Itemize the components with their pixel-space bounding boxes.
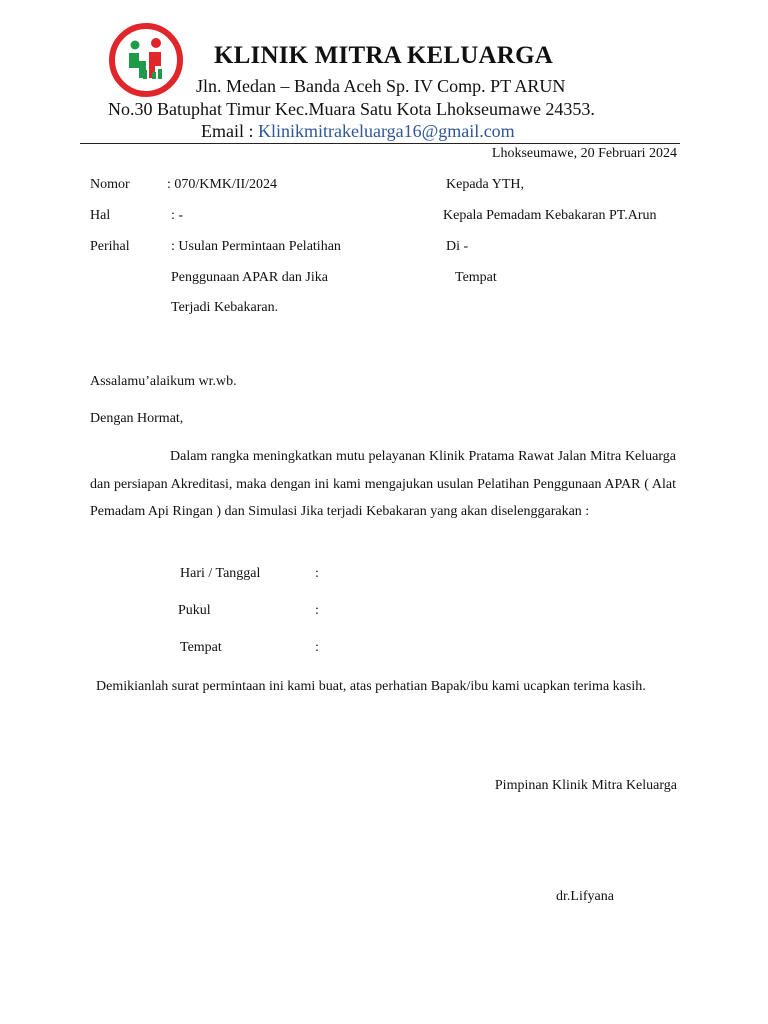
clinic-name: KLINIK MITRA KELUARGA: [214, 42, 553, 69]
letterhead-divider: [80, 143, 680, 144]
recipient-line-1: Kepada YTH,: [446, 177, 525, 192]
recipient-line-2: Kepala Pemadam Kebakaran PT.Arun: [443, 208, 657, 223]
schedule-label-place: Tempat: [180, 640, 222, 655]
body-paragraph: Dalam rangka meningkatkan mutu pelayanan Klinik Pratama Rawat Jalan Mitra Keluarga dan persiapan Akreditasi, maka dengan ini kami mengajukan usulan Pelatihan Penggunaan APAR ( Alat Pemadam Api Ringan ) dan Simulasi Jika terjadi Kebakaran yang akan diselenggarakan :: [90, 449, 676, 519]
perihal-value-line-2: Penggunaan APAR dan Jika: [171, 270, 328, 285]
nomor-label: Nomor: [90, 177, 130, 192]
signatory-name: dr.Lifyana: [556, 889, 614, 904]
email-label: Email :: [201, 121, 258, 141]
email-line: [201, 121, 515, 142]
greeting: Assalamu’alaikum wr.wb.: [90, 374, 237, 389]
email-link[interactable]: Klinikmitrakeluarga16@gmail.com: [258, 121, 515, 141]
schedule-colon-place: :: [315, 640, 319, 655]
address-line-2: No.30 Batuphat Timur Kec.Muara Satu Kota Lhokseumawe 24353.: [108, 99, 595, 119]
perihal-label: Perihal: [90, 239, 130, 254]
recipient-line-3: Di -: [446, 239, 469, 254]
address-line-1: Jln. Medan – Banda Aceh Sp. IV Comp. PT ARUN: [196, 76, 566, 96]
hal-value: : -: [171, 208, 184, 223]
salutation: Dengan Hormat,: [90, 411, 184, 426]
closing-paragraph: Demikianlah surat permintaan ini kami buat, atas perhatian Bapak/ibu kami ucapkan terima kasih.: [96, 679, 646, 694]
signature-title: Pimpinan Klinik Mitra Keluarga: [494, 778, 677, 793]
schedule-label-time: Pukul: [178, 603, 211, 618]
perihal-value-line-3: Terjadi Kebakaran.: [171, 300, 279, 315]
schedule-colon-date: :: [315, 566, 319, 581]
recipient-line-4: Tempat: [455, 270, 497, 285]
schedule-colon-time: :: [315, 603, 319, 618]
perihal-value-line-1: : Usulan Permintaan Pelatihan: [171, 239, 341, 254]
letter-date: Lhokseumawe, 20 Februari 2024: [491, 146, 677, 161]
nomor-value: : 070/KMK/II/2024: [167, 177, 278, 192]
clinic-logo-family-icon: [108, 22, 184, 98]
schedule-label-date: Hari / Tanggal: [180, 566, 261, 581]
hal-label: Hal: [90, 208, 111, 223]
